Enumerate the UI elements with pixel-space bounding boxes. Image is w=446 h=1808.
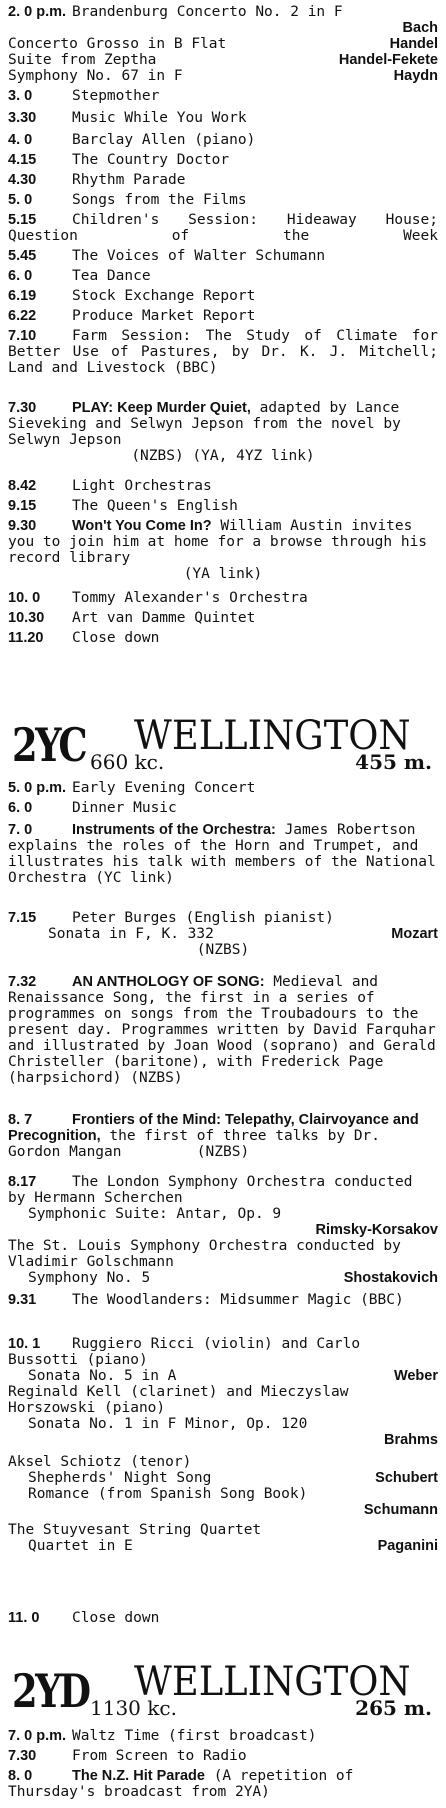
entry-note: (NZBS) [196, 942, 250, 958]
programme-entry [8, 152, 438, 168]
entry-title: Close down [72, 1610, 160, 1626]
entry-composer: Handel-Fekete [338, 52, 438, 68]
entry-title: The Stuyvesant String Quartet [8, 1522, 262, 1538]
entry-time: 6.22 [8, 308, 37, 324]
entry-time: 7.10 [8, 328, 37, 344]
entry-time: 10. 0 [8, 590, 41, 606]
entry-time: 8.42 [8, 478, 37, 494]
entry-time: 7.30 [8, 1748, 37, 1764]
station-frequency: 1130 kc. [90, 1696, 177, 1720]
entry-title: James Robertson explains the roles of the Horn and Trumpet, and illustrates his talk with members of the National Orchestra (YC link) [8, 822, 436, 886]
entry-title: The Woodlanders: Midsummer Magic (BBC) [72, 1292, 404, 1308]
entry-composer: Handel [389, 36, 438, 52]
entry-title: Barclay Allen (piano) [72, 132, 256, 148]
station-callsign: 2YC [12, 718, 86, 772]
entry-time: 7. 0 p.m. [8, 1728, 67, 1744]
programme-entry [8, 1292, 438, 1324]
entry-note: (NZBS) (YA, 4YZ link) [131, 448, 315, 464]
entry-feature: AN ANTHOLOGY OF SONG: [72, 974, 265, 990]
entry-time: 3. 0 [8, 88, 33, 104]
entry-composer: Brahms [384, 1432, 438, 1448]
entry-work: Sonata No. 5 in A [28, 1368, 177, 1384]
entry-title: William Austin invites you to join him at home for a browse through his record library [8, 518, 428, 566]
entry-title: Symphony No. 67 in F [8, 68, 183, 84]
programme-entry [8, 212, 438, 244]
station-wavelength: 455 m. [355, 750, 432, 774]
programme-entry [8, 192, 438, 208]
entry-title: Suite from Zeptha [8, 52, 157, 68]
entry-time: 9.31 [8, 1292, 37, 1308]
entry-title: Farm Session: The Study of Climate for Better Use of Pastures, by Dr. K. J. Mitchell; Land and Livestock (BBC) [8, 328, 438, 376]
entry-title: The Country Doctor [72, 152, 230, 168]
entry-title: Ruggiero Ricci (violin) and Carlo Bussotti (piano) [8, 1336, 361, 1368]
entry-time: 9.30 [8, 518, 37, 534]
programme-entry [8, 518, 438, 582]
station-header-2yd [6, 1658, 438, 1724]
station-header-2yc [6, 712, 438, 778]
entry-time: 5.15 [8, 212, 37, 228]
programme-entry [8, 110, 438, 126]
entry-work: Sonata in F, K. 332 [48, 926, 214, 942]
entry-work: Symphonic Suite: Antar, Op. 9 [28, 1206, 282, 1222]
entry-composer: Haydn [393, 68, 438, 84]
programme-entry [8, 268, 438, 284]
entry-time: 10. 1 [8, 1336, 41, 1352]
entry-title: (A repetition of Thursday's broadcast from 2YA) [8, 1768, 354, 1800]
entry-feature: The N.Z. Hit Parade [72, 1768, 205, 1784]
programme-entry [8, 88, 438, 104]
entry-title: Aksel Schiotz (tenor) [8, 1454, 192, 1470]
entry-title: Tea Dance [72, 268, 151, 284]
programme-entry [8, 630, 438, 646]
programme-entry [8, 400, 438, 464]
entry-composer: Paganini [377, 1538, 438, 1554]
entry-title: Early Evening Concert [72, 780, 256, 796]
entry-title: Waltz Time (first broadcast) [72, 1728, 317, 1744]
station-wavelength: 265 m. [355, 1696, 432, 1720]
entry-title: Light Orchestras [72, 478, 212, 494]
programme-entry [8, 1336, 438, 1554]
entry-title: adapted by Lance Sieveking and Selwyn Jepson from the novel by Selwyn Jepson [8, 400, 401, 448]
entry-composer: Schubert [375, 1470, 438, 1486]
programme-entry [8, 498, 438, 514]
programme-entry [8, 4, 438, 36]
entry-title: From Screen to Radio [72, 1748, 247, 1764]
entry-title: Dinner Music [72, 800, 177, 816]
programme-entry [8, 328, 438, 392]
programme-entry [8, 800, 438, 816]
entry-time: 8. 7 [8, 1112, 33, 1128]
entry-time: 4. 0 [8, 132, 33, 148]
entry-composer: Schumann [363, 1502, 438, 1518]
entry-time: 7. 0 [8, 822, 33, 838]
entry-feature: Frontiers of the Mind: Telepathy, Clairvoyance and Precognition, [8, 1112, 419, 1144]
entry-title: Peter Burges (English pianist) [72, 910, 334, 926]
programme-entry [8, 288, 438, 304]
programme-entry [8, 132, 438, 148]
entry-time: 7.30 [8, 400, 37, 416]
entry-time: 5.45 [8, 248, 37, 264]
entry-work: Shepherds' Night Song [28, 1470, 212, 1486]
programme-entry [8, 478, 438, 494]
entry-work: Sonata No. 1 in F Minor, Op. 120 [28, 1416, 308, 1432]
station-callsign: 2YD [12, 1664, 89, 1718]
entry-work: Symphony No. 5 [28, 1270, 151, 1286]
entry-title: Art van Damme Quintet [72, 610, 256, 626]
programme-entry [8, 822, 438, 902]
entry-feature: Instruments of the Orchestra: [72, 822, 276, 838]
entry-time: 6. 0 [8, 268, 33, 284]
station-frequency: 660 kc. [90, 750, 165, 774]
entry-time: 8. 0 [8, 1768, 33, 1784]
entry-title: Medieval and Renaissance Song, the first in a series of programmes on songs from the Troubadours to the present day. Programmes written by David Farquhar and illustrated by Joan Wood (soprano) and Gerald Christeller (baritone), with Frederick Page (harpsichord) (NZBS) [8, 974, 436, 1086]
station-city: WELLINGTON [134, 713, 411, 759]
entry-feature: Won't You Come In? [72, 518, 212, 534]
programme-entry [8, 1112, 438, 1160]
station-city: WELLINGTON [134, 1659, 411, 1705]
entry-composer: Mozart [391, 926, 438, 942]
entry-title: Songs from the Films [72, 192, 247, 208]
programme-entry [8, 590, 438, 606]
entry-time: 6. 0 [8, 800, 33, 816]
entry-time: 4.15 [8, 152, 37, 168]
programme-entry [8, 308, 438, 324]
entry-time: 7.32 [8, 974, 37, 990]
entry-title: The Voices of Walter Schumann [72, 248, 326, 264]
programme-entry [8, 248, 438, 264]
entry-title: The St. Louis Symphony Orchestra conducted by Vladimir Golschmann [8, 1238, 401, 1270]
entry-title: Children's Session: Hideaway House; Question of the Week [8, 212, 438, 244]
entry-composer: Bach [402, 20, 438, 36]
entry-time: 11. 0 [8, 1610, 40, 1626]
programme-entry [8, 1728, 438, 1744]
entry-title: Concerto Grosso in B Flat [8, 36, 227, 52]
entry-feature: PLAY: Keep Murder Quiet, [72, 400, 251, 416]
programme-entry [8, 910, 438, 958]
entry-composer: Shostakovich [343, 1270, 438, 1286]
entry-time: 2. 0 p.m. [8, 4, 67, 20]
programme-entry [8, 1748, 438, 1764]
entry-time: 5. 0 [8, 192, 33, 208]
programme-entry [8, 1174, 438, 1286]
entry-title: the first of three talks by Dr. Gordon Mangan [8, 1128, 381, 1160]
entry-time: 3.30 [8, 110, 37, 126]
programme-entry [8, 172, 438, 188]
entry-time: 11.20 [8, 630, 44, 646]
entry-time: 7.15 [8, 910, 37, 926]
entry-composer: Weber [393, 1368, 438, 1384]
entry-title: Produce Market Report [72, 308, 256, 324]
entry-time: 8.17 [8, 1174, 37, 1190]
programme-entry [8, 1610, 438, 1626]
entry-work: Quartet in E [28, 1538, 133, 1554]
entry-title: Stepmother [72, 88, 160, 104]
entry-time: 5. 0 p.m. [8, 780, 67, 796]
entry-title: Stock Exchange Report [72, 288, 256, 304]
programme-entry [8, 974, 438, 1102]
entry-title: Brandenburg Concerto No. 2 in F [72, 4, 343, 20]
programme-entry [8, 780, 438, 796]
programme-entry [8, 36, 438, 84]
entry-title: The Queen's English [72, 498, 238, 514]
entry-composer: Rimsky-Korsakov [315, 1222, 438, 1238]
entry-title: Close down [72, 630, 160, 646]
entry-work: Romance (from Spanish Song Book) [28, 1486, 308, 1502]
entry-title: The London Symphony Orchestra conducted by Hermann Scherchen [8, 1174, 413, 1206]
entry-title: Reginald Kell (clarinet) and Mieczyslaw Horszowski (piano) [8, 1384, 349, 1416]
entry-note: (NZBS) [196, 1144, 250, 1160]
entry-title: Music While You Work [72, 110, 247, 126]
programme-entry [8, 610, 438, 626]
entry-title: Tommy Alexander's Orchestra [72, 590, 308, 606]
entry-time: 6.19 [8, 288, 37, 304]
entry-title: Rhythm Parade [72, 172, 186, 188]
entry-time: 9.15 [8, 498, 37, 514]
entry-time: 4.30 [8, 172, 37, 188]
programme-entry [8, 1768, 438, 1800]
entry-note: (YA link) [183, 566, 263, 582]
entry-time: 10.30 [8, 610, 45, 626]
